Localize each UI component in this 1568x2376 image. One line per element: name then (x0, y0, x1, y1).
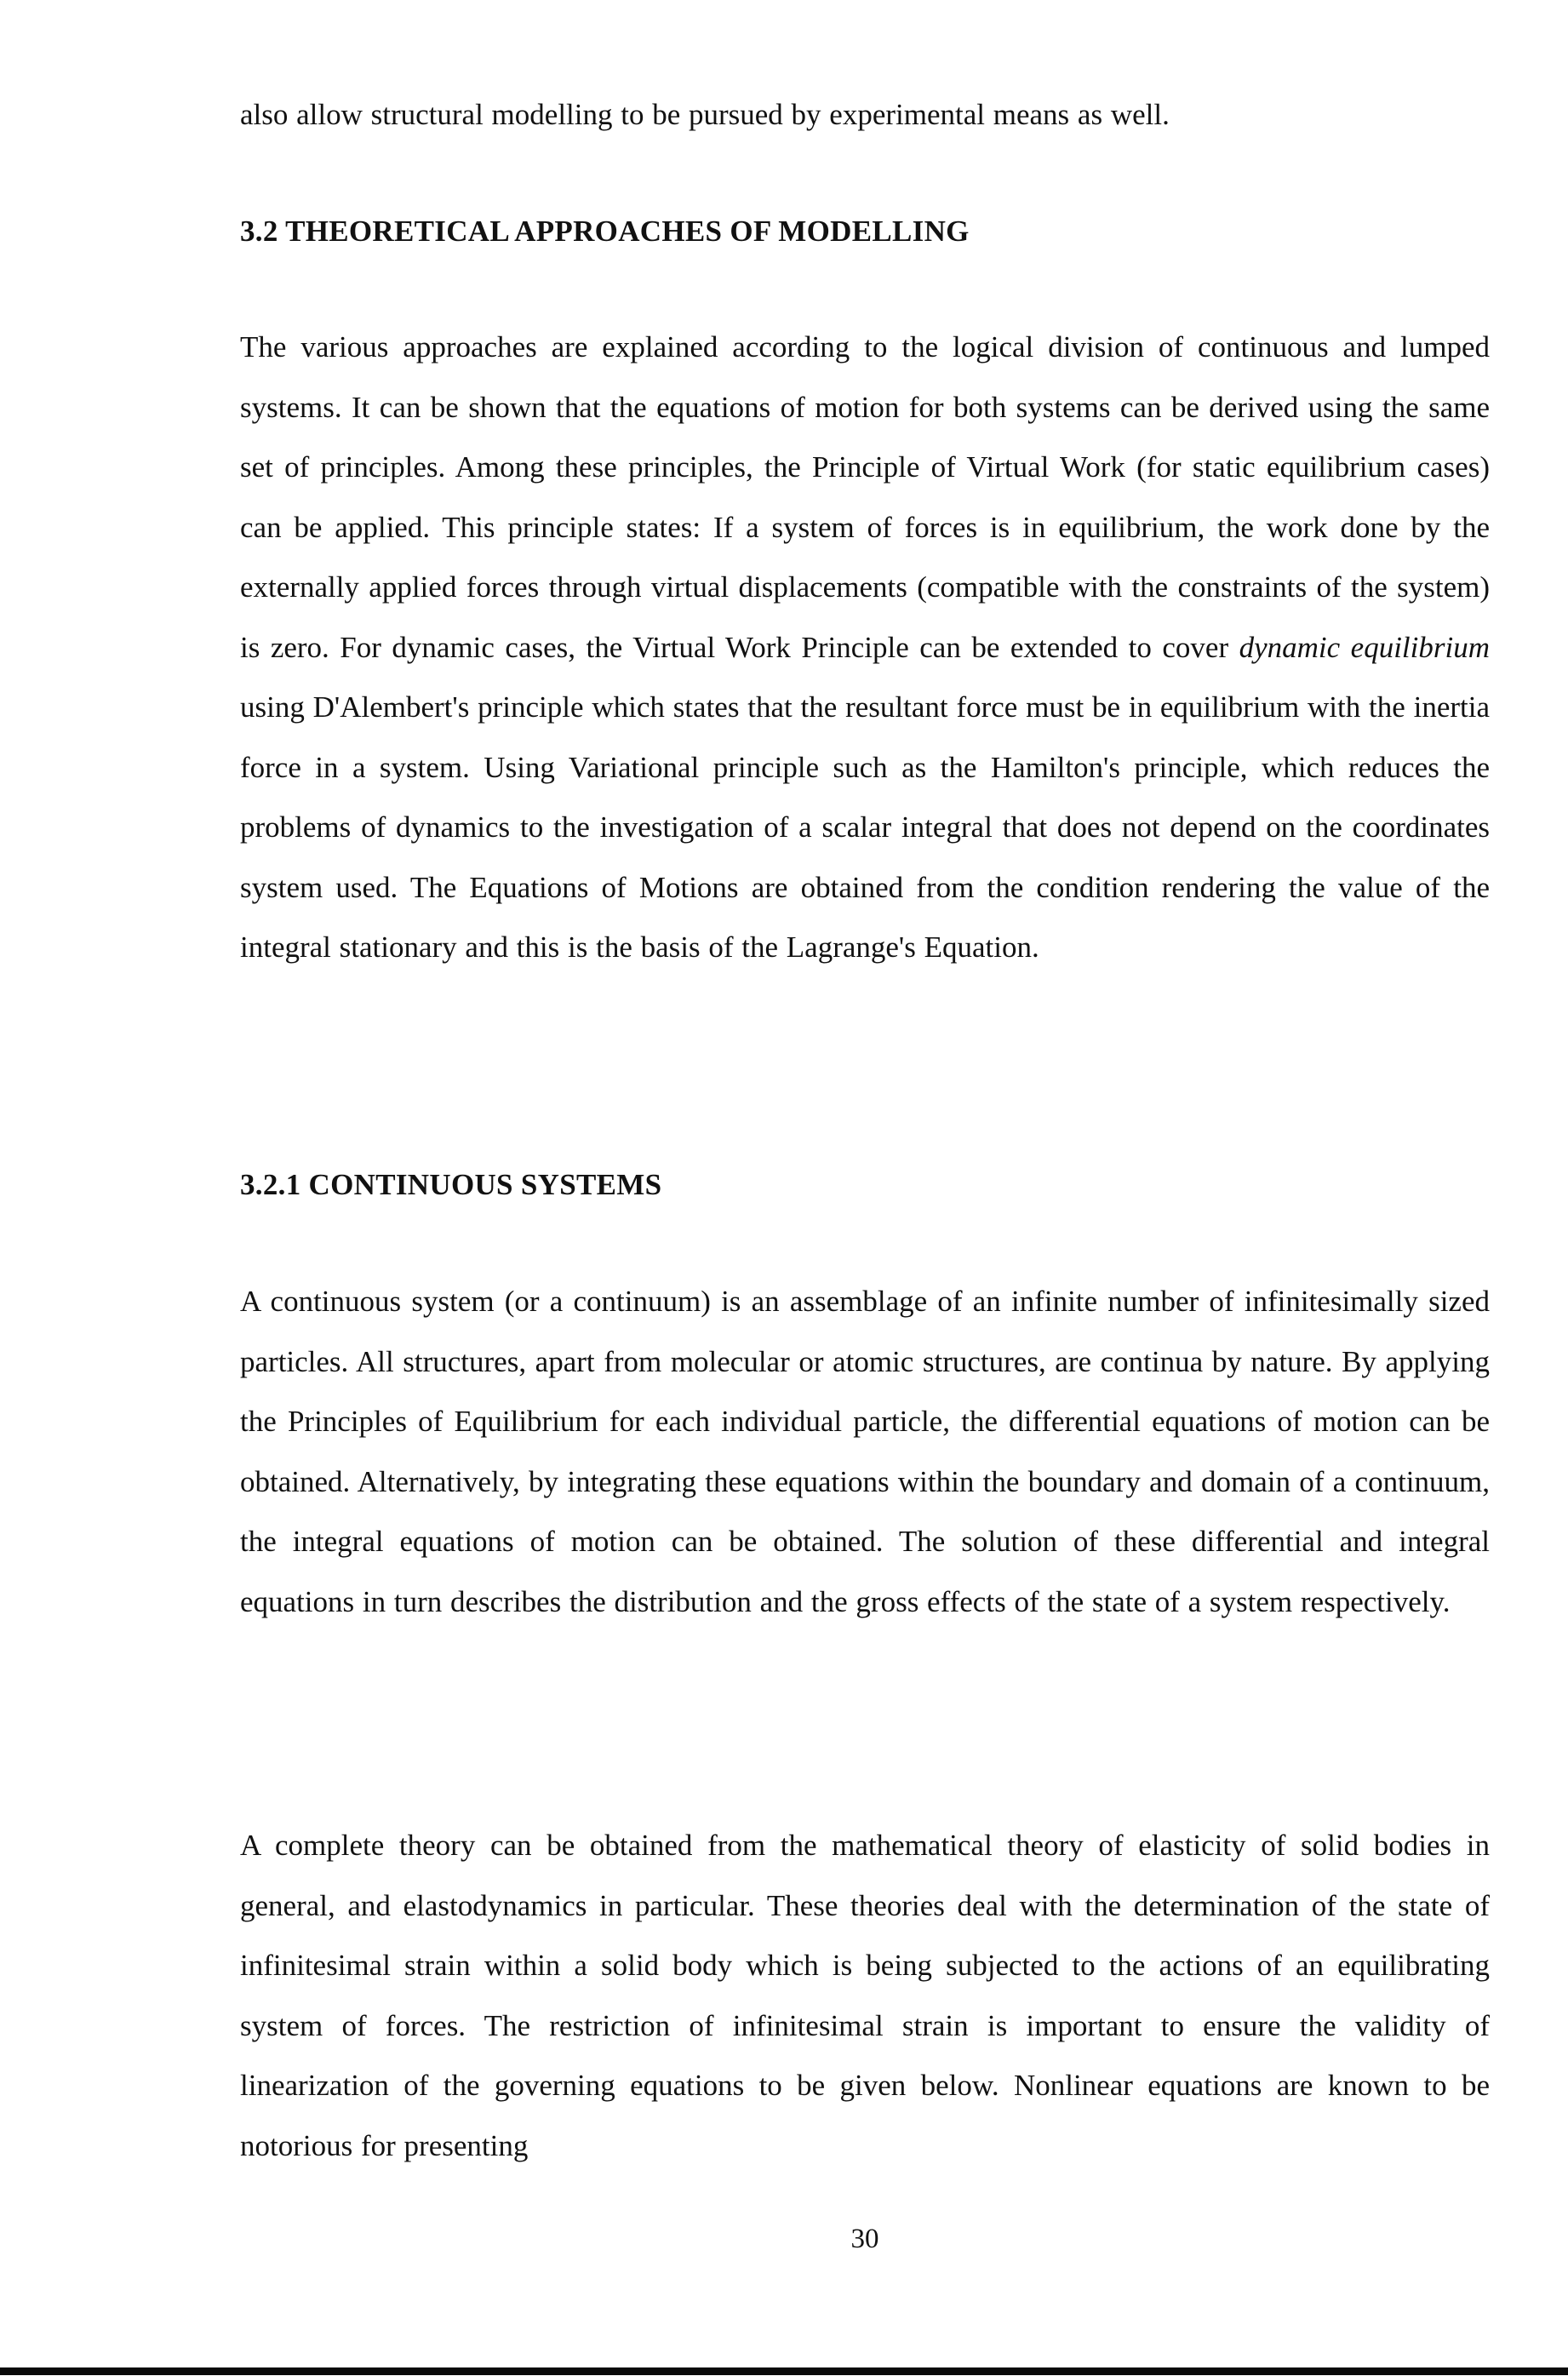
section-heading-3-2: 3.2 THEORETICAL APPROACHES OF MODELLING (240, 215, 970, 248)
dynamic-equilibrium-emphasis: dynamic equilibrium (1239, 630, 1490, 664)
page-number: 30 (850, 2224, 879, 2254)
section-3-2-paragraph (240, 318, 1490, 978)
intro-paragraph: also allow structural modelling to be pursued by experimental means as well. (240, 98, 1170, 131)
section-3-2-text-part2: using D'Alembert's principle which states that the resultant force must be in equilibrium with the inertia force in a system. Using Variational principle such as the Hamilton's principle, which reduces the problems of dynamics to the investigation of a scalar integral that does not depend on the coordinates system used. The Equations of Motions are obtained from the condition rendering the value of the integral stationary and this is the basis of the Lagrange's Equation. (240, 690, 1490, 964)
section-heading-3-2-1: 3.2.1 CONTINUOUS SYSTEMS (240, 1168, 662, 1201)
continuous-systems-paragraph-1: A continuous system (or a continuum) is an assemblage of an infinite number of infinitesimally sized particles. All structures, apart from molecular or atomic structures, are continua by nature. By applying the Principles of Equilibrium for each individual particle, the differential equations of motion can be obtained. Alternatively, by integrating these equations within the boundary and domain of a continuum, the integral equations of motion can be obtained. The solution of these differential and integral equations in turn describes the distribution and the gross effects of the state of a system respectively. (240, 1285, 1490, 1618)
section-3-2-text-part1: The various approaches are explained according to the logical division of continuous and lumped systems. It can be shown that the equations of motion for both systems can be derived using the same set of principles. Among these principles, the Principle of Virtual Work (for static equilibrium cases) can be applied. This principle states: If a system of forces is in equilibrium, the work done by the externally applied forces through virtual displacements (compatible with the constraints of the system) is zero. For dynamic cases, the Virtual Work Principle can be extended to cover (240, 330, 1490, 664)
bottom-border-rule (0, 2367, 1568, 2375)
document-page (240, 0, 1490, 2376)
continuous-systems-paragraph-2: A complete theory can be obtained from the mathematical theory of elasticity of solid bodies in general, and elastodynamics in particular. These theories deal with the determination of the state of infinitesimal strain within a solid body which is being subjected to the actions of an equilibrating system of forces. The restriction of infinitesimal strain is important to ensure the validity of linearization of the governing equations to be given below. Nonlinear equations are known to be notorious for presenting (240, 1829, 1490, 2162)
